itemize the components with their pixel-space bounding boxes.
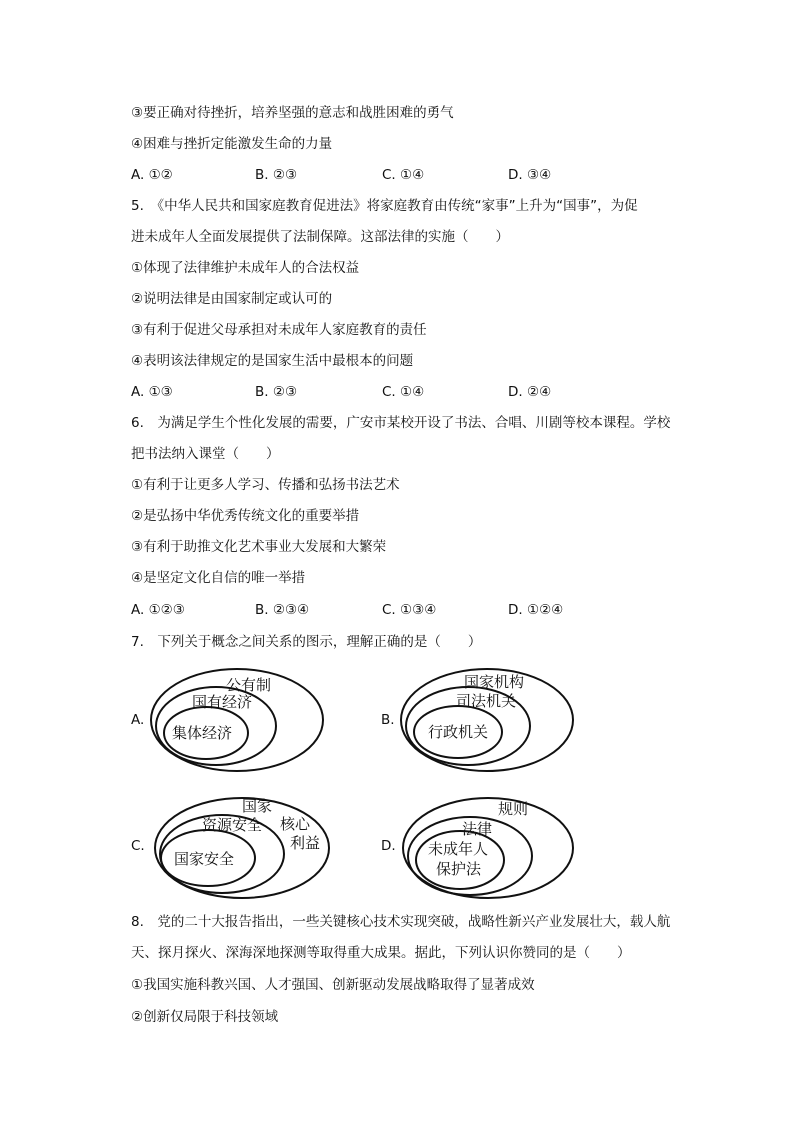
diagram-c-outer-label-1: 国家 xyxy=(242,797,273,815)
q8-statement-1: ①我国实施科教兴国、人才强国、创新驱动发展战略取得了显著成效 xyxy=(131,977,535,993)
q5-stem-line2: 进未成年人全面发展提供了法制保障。这部法律的实施（ ） xyxy=(131,229,509,245)
q7-option-b-label[interactable]: B. xyxy=(381,712,395,728)
q6-statement-1: ①有利于让更多人学习、传播和弘扬书法艺术 xyxy=(131,477,400,493)
q4-statement-3: ③要正确对待挫折，培养坚强的意志和战胜困难的勇气 xyxy=(131,105,454,121)
diagram-d-inner-label-1: 未成年人 xyxy=(428,840,489,858)
q7-diagram-c xyxy=(152,794,332,902)
q4-option-c[interactable]: C. ①④ xyxy=(382,167,425,183)
diagram-d-inner-label-2: 保护法 xyxy=(436,860,482,878)
q7-diagram-a xyxy=(148,666,328,774)
q5-stem-line1: 5. 《中华人民共和国家庭教育促进法》将家庭教育由传统“家事”上升为“国事”，为促 xyxy=(131,198,638,214)
q6-stem-line1: 6. 为满足学生个性化发展的需要，广安市某校开设了书法、合唱、川剧等校本课程。学校 xyxy=(131,415,671,431)
q4-option-b[interactable]: B. ②③ xyxy=(255,167,298,183)
diagram-d-outer-label: 规则 xyxy=(498,800,529,818)
q6-statement-4: ④是坚定文化自信的唯一举措 xyxy=(131,570,306,586)
q6-options xyxy=(131,601,651,619)
q5-options xyxy=(131,383,651,401)
diagram-d-middle-label: 法律 xyxy=(462,820,493,838)
q5-option-d[interactable]: D. ②④ xyxy=(508,384,552,400)
q7-stem: 7. 下列关于概念之间关系的图示，理解正确的是（ ） xyxy=(131,634,482,650)
q7-option-d-label[interactable]: D. xyxy=(381,838,396,854)
q6-option-a[interactable]: A. ①②③ xyxy=(131,602,185,618)
diagram-c-inner-label: 国家安全 xyxy=(174,850,235,868)
q6-stem-line2: 把书法纳入课堂（ ） xyxy=(131,446,280,462)
q8-stem-line1: 8. 党的二十大报告指出，一些关键核心技术实现突破，战略性新兴产业发展壮大，载人航 xyxy=(131,914,671,930)
q4-statement-4: ④困难与挫折定能激发生命的力量 xyxy=(131,136,333,152)
diagram-c-outer-label-3: 利益 xyxy=(290,834,321,852)
q7-option-c-label[interactable]: C. xyxy=(131,838,145,854)
q6-statement-2: ②是弘扬中华优秀传统文化的重要举措 xyxy=(131,508,360,524)
q7-diagram-d xyxy=(400,794,580,902)
q6-option-d[interactable]: D. ①②④ xyxy=(508,602,564,618)
q8-statement-2: ②创新仅局限于科技领域 xyxy=(131,1009,279,1025)
diagram-b-middle-label: 司法机关 xyxy=(456,692,517,710)
diagram-c-outer-label-2: 核心 xyxy=(280,815,311,833)
q5-statement-2: ②说明法律是由国家制定或认可的 xyxy=(131,291,333,307)
q8-stem-line2: 天、探月探火、深海深地探测等取得重大成果。据此，下列认识你赞同的是（ ） xyxy=(131,945,631,961)
q5-option-a[interactable]: A. ①③ xyxy=(131,384,173,400)
q4-options xyxy=(131,166,651,184)
diagram-b-outer-label: 国家机构 xyxy=(464,673,525,691)
q6-option-c[interactable]: C. ①③④ xyxy=(382,602,437,618)
diagram-a-middle-label: 国有经济 xyxy=(192,693,253,711)
q7-diagram-b xyxy=(398,666,578,774)
q5-option-c[interactable]: C. ①④ xyxy=(382,384,425,400)
q6-statement-3: ③有利于助推文化艺术事业大发展和大繁荣 xyxy=(131,539,387,555)
diagram-a-outer-label: 公有制 xyxy=(226,676,272,694)
q5-statement-3: ③有利于促进父母承担对未成年人家庭教育的责任 xyxy=(131,322,427,338)
q6-option-b[interactable]: B. ②③④ xyxy=(255,602,310,618)
q5-option-b[interactable]: B. ②③ xyxy=(255,384,298,400)
q7-option-a-label[interactable]: A. xyxy=(131,712,145,728)
q5-statement-1: ①体现了法律维护未成年人的合法权益 xyxy=(131,260,360,276)
diagram-a-inner-label: 集体经济 xyxy=(172,724,233,742)
q5-statement-4: ④表明该法律规定的是国家生活中最根本的问题 xyxy=(131,353,414,369)
q4-option-a[interactable]: A. ①② xyxy=(131,167,173,183)
q4-option-d[interactable]: D. ③④ xyxy=(508,167,552,183)
diagram-c-middle-label: 资源安全 xyxy=(202,816,263,834)
diagram-b-inner-label: 行政机关 xyxy=(428,723,489,741)
